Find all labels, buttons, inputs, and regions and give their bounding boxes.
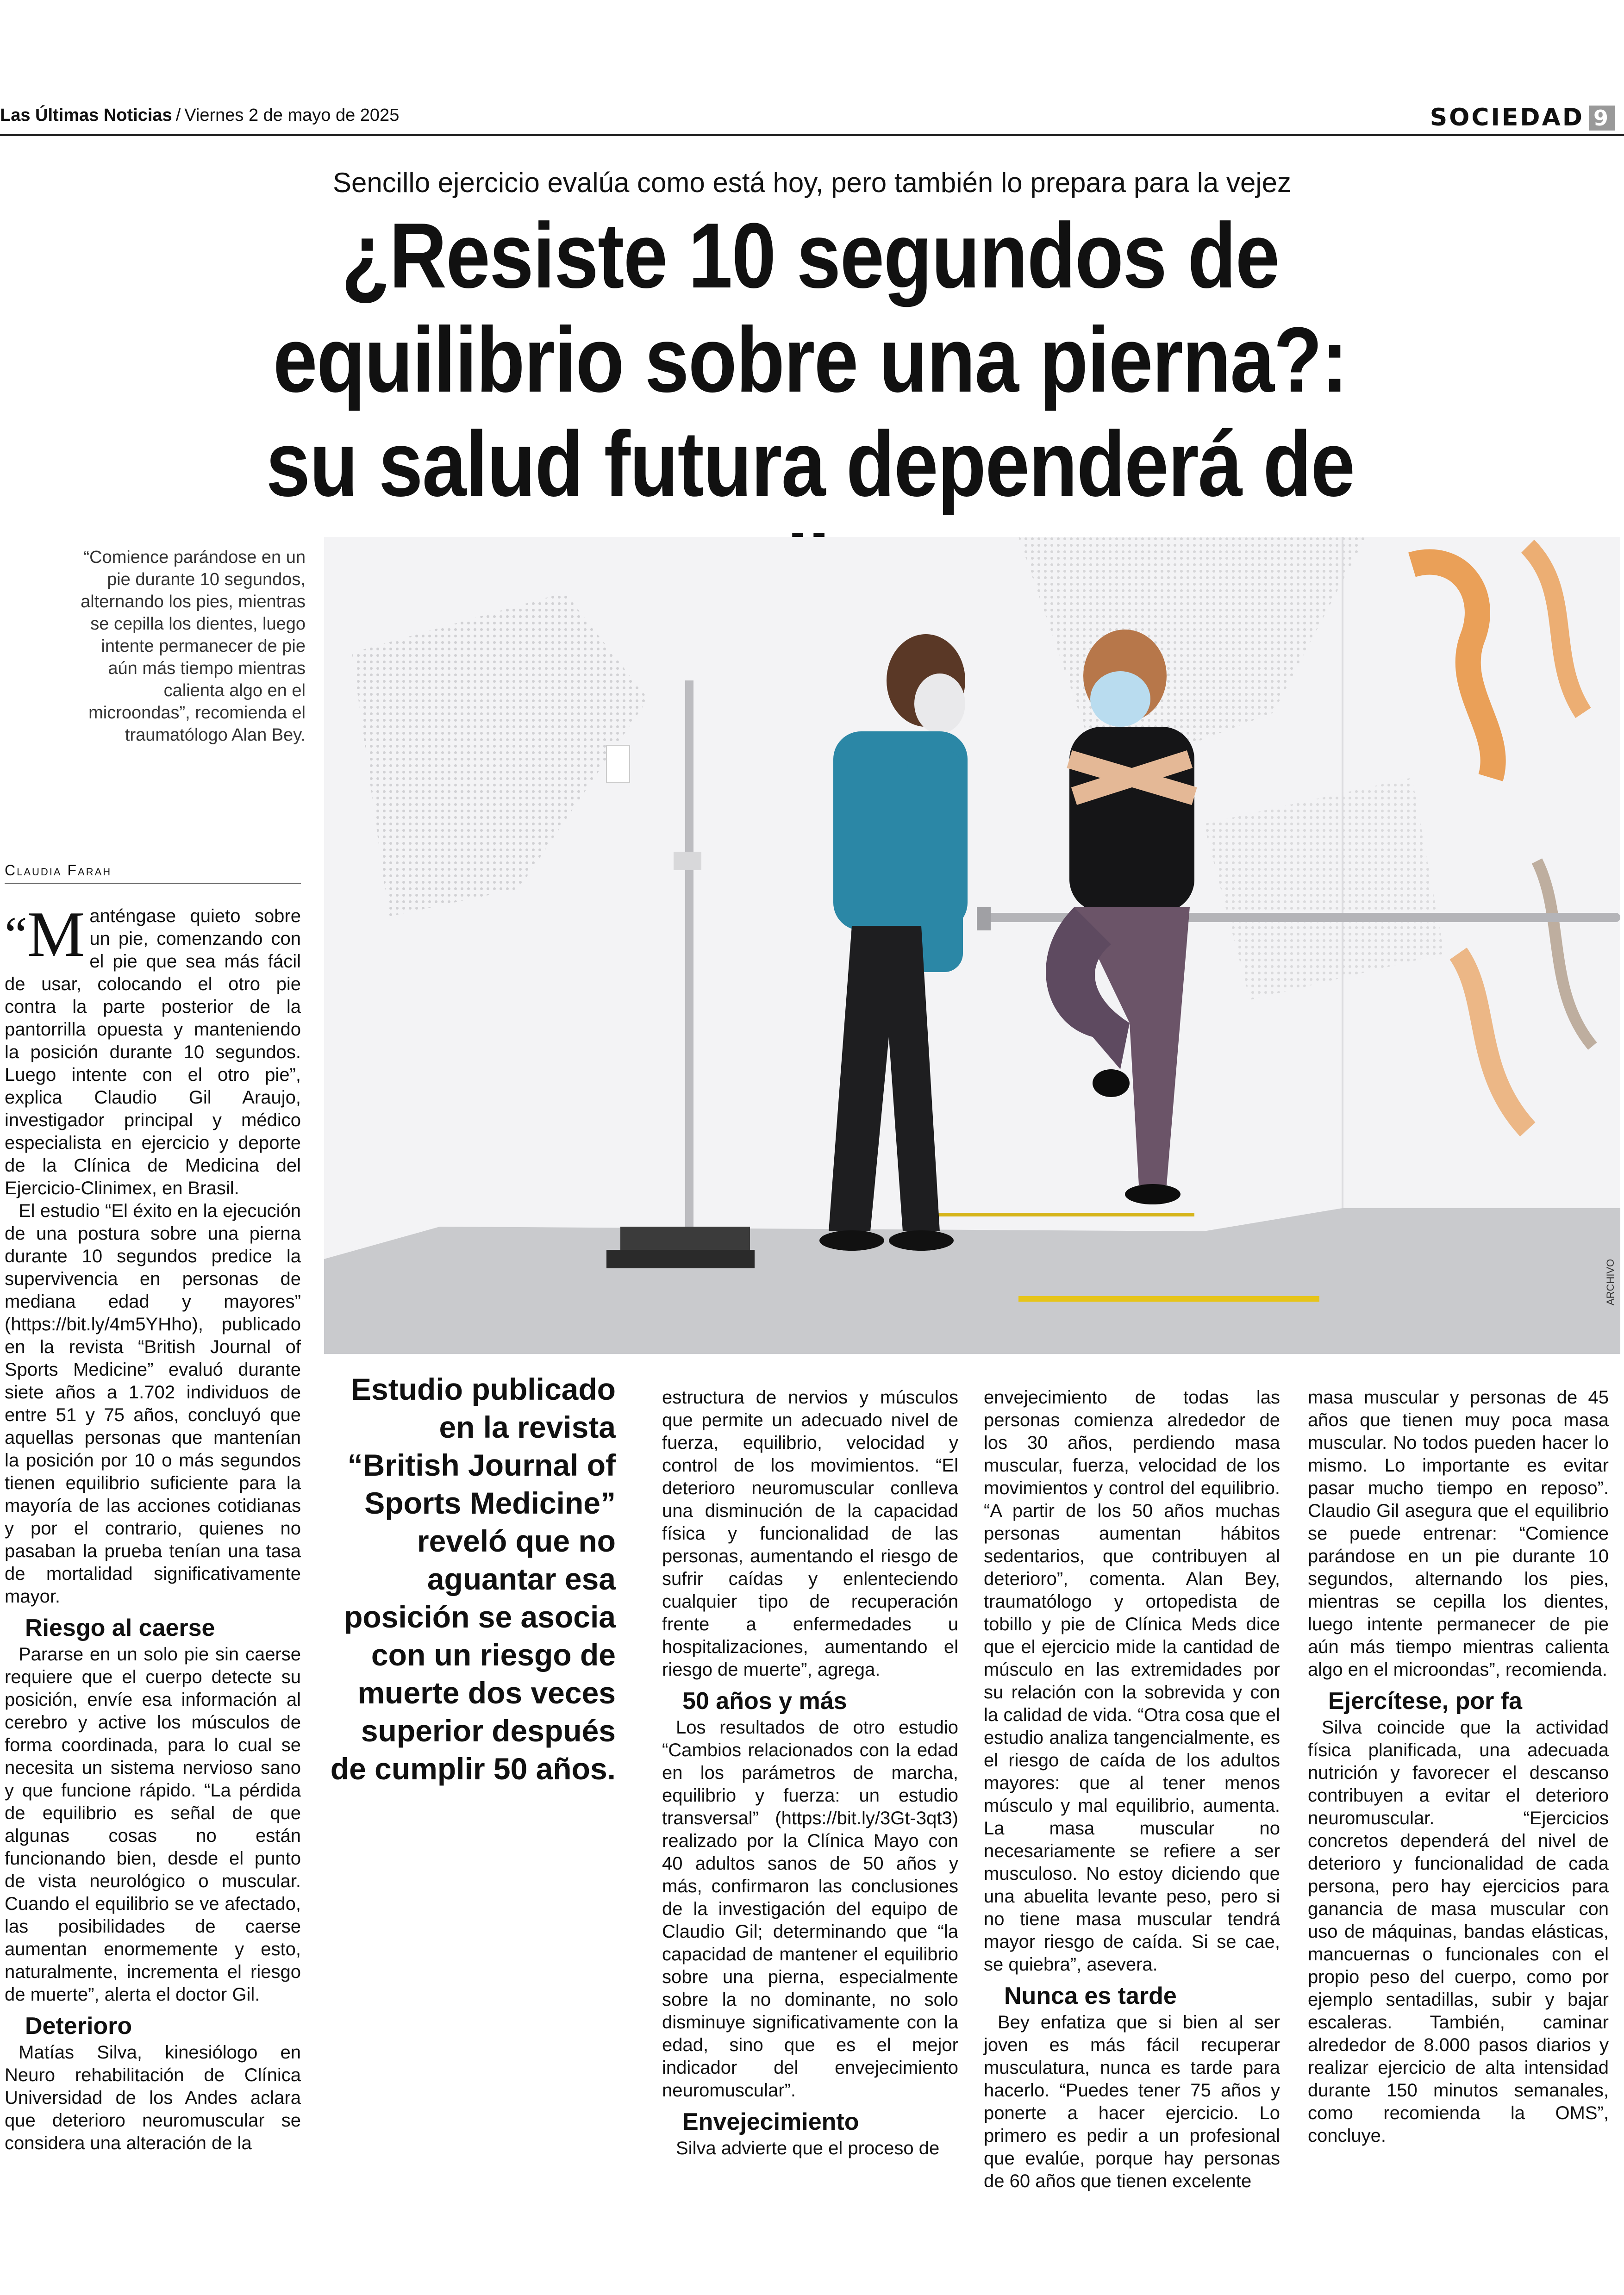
photo-caption: “Comience parándose en un pie durante 10 segundos, alternando los pies, mientras se cepilla los dientes, luego intente permanecer de pie aún más tiempo mientras calienta algo en el microondas”, recomienda el traumatólogo Alan Bey. (81, 548, 306, 745)
body-column-2 (662, 1386, 958, 2160)
pull-quote: Estudio publicado en la revista “British Journal of Sports Medicine” reveló que no aguantar esa posición se asocia con un riesgo de muerte dos veces superior después de cumplir 50 años. (330, 1372, 616, 1786)
body-paragraph: El estudio “El éxito en la ejecución de una postura sobre una pierna durante 10 segundos predice la supervivencia en personas de mediana edad y mayores” (https://bit.ly/4m5YHho), publicado en la revista “British Journal of Sports Medicine” evaluó durante siete años a 1.702 individuos de entre 51 y 75 años, concluyó que aquellas personas que mantenían la posición por 10 o más segundos tienen equilibrio suficiente para la mayoría de las acciones cotidianas y por el contrario, quienes no pasaban la prueba tenían una tasa de mortalidad significativamente mayor. (5, 1201, 301, 1607)
section-name: SOCIEDAD (1430, 104, 1584, 131)
masthead (0, 106, 399, 125)
body-paragraph: Bey enfatiza que si bien al ser joven es más fácil recuperar musculatura, nunca es tarde para hacerlo. “Puedes tener 75 años y ponerte a hacer ejercicio. Lo primero es pedir a un profesional que evalúe, porque hay personas de 60 años que tienen excelente (984, 2012, 1280, 2191)
masthead-separator: / (175, 106, 181, 125)
header-rule (0, 134, 1624, 136)
drop-cap-letter: M (27, 898, 85, 970)
byline: Claudia Farah (5, 862, 301, 884)
headline: ¿Resiste 10 segundos de equilibrio sobre una pierna?: su salud futura dependerá de (266, 204, 1355, 516)
body-column-1 (5, 898, 301, 2155)
opening-quote-mark: “ (5, 906, 27, 963)
body-paragraph: Matías Silva, kinesiólogo en Neuro rehabilitación de Clínica Universidad de los Andes aclara que deterioro neuromuscular se considera una alteración de la (5, 2042, 301, 2153)
body-paragraph: Silva coincide que la actividad física planificada, una adecuada nutrición y favorecer el descanso contribuyen a evitar el deterioro neuromuscular. “Ejercicios concretos dependerá del nivel de deterioro y funcionalidad de cada persona, pero hay ejercicios para ganancia de masa muscular con uso de máquinas, bandas elásticas, mancuernas o funcionales con el propio peso del cuerpo, como por ejemplo sentadillas, subir y bajar escaleras. También, caminar alrededor de 8.000 pasos diarios y realizar ejercicio de alta intensidad durante 150 minutos semanales, como recomienda la OMS”, concluye. (1308, 1717, 1609, 2146)
newspaper-name: Las Últimas Noticias (0, 106, 172, 125)
lead-text: anténgase quieto sobre un pie, comenzando con el pie que sea más fácil de usar, colocando el otro pie contra la parte posterior de la pantorrilla opuesta y manteniendo la posición durante 10 segundos. Luego intente con el otro pie”, explica Claudio Gil Araujo, investigador principal y médico especialista en ejercicio y deporte de la Clínica de Medicina del Ejercicio-Clinimex, en Brasil. (5, 906, 301, 1198)
drop-cap (5, 898, 85, 970)
photo-credit: ARCHIVO (1605, 1259, 1616, 1305)
issue-date: Viernes 2 de mayo de 2025 (184, 106, 400, 125)
subhead-50-anos: 50 años y más (682, 1688, 847, 1715)
subhead-riesgo: Riesgo al caerse (25, 1615, 215, 1641)
subhead-envejecimiento: Envejecimiento (682, 2108, 859, 2135)
subhead-ejercitese: Ejercítese, por fa (1328, 1688, 1523, 1715)
body-paragraph: estructura de nervios y músculos que permite un adecuado nivel de fuerza, equilibrio, velocidad y control de los movimientos. “El deterioro neuromuscular conlleva una disminución de la capacidad física y funcionalidad de las personas, aumentando el riesgo de sufrir caídas y enlenteciendo cualquier tipo de recuperación frente a enfermedades u hospitalizaciones, aumentando el riesgo de muerte”, agrega. (662, 1387, 958, 1680)
body-paragraph: Silva advierte que el proceso de (676, 2138, 940, 2158)
page-number: 9 (1589, 106, 1615, 131)
subhead-deterioro: Deterioro (25, 2013, 132, 2039)
body-paragraph: Pararse en un solo pie sin caerse requiere que el cuerpo detecte su posición, envíe esa información al cerebro y active los músculos de forma coordinada, para lo cual se necesita un sistema nervioso sano y que funcione rápido. “La pérdida de equilibrio es señal de que algunas cosas no están funcionando bien, desde el punto de vista neurológico o muscular. Cuando el equilibrio se ve afectado, las posibilidades de caerse aumentan enormemente y esto, naturalmente, incrementa el riesgo de muerte”, alerta el doctor Gil. (5, 1644, 301, 2005)
subhead-nunca-es-tarde: Nunca es tarde (1004, 1983, 1177, 2009)
body-paragraph: masa muscular y personas de 45 años que tienen muy poca masa muscular. No todos pueden hacer lo mismo. Lo importante es evitar pasar mucho tiempo en reposo”. Claudio Gil asegura que el equilibrio se puede entrenar: “Comience parándose en un pie durante 10 segundos, alternando los pies, mientras se cepilla los dientes, luego intente permanecer de pie aún más tiempo mientras calienta algo en el microondas”, recomienda. (1308, 1387, 1609, 1680)
lead-paragraph (5, 898, 301, 1200)
body-column-4 (1308, 1386, 1609, 2147)
section-label (1430, 104, 1615, 131)
kicker: Sencillo ejercicio evalúa como está hoy, pero también lo prepara para la vejez (332, 167, 1292, 198)
body-column-3 (984, 1386, 1280, 2193)
body-paragraph: envejecimiento de todas las personas comienza alrededor de los 30 años, perdiendo masa muscular, fuerza, velocidad de los movimientos y control del equilibrio. “A partir de los 50 años muchas personas aumentan hábitos sedentarios, que contribuyen al deterioro”, comenta. Alan Bey, traumatólogo y ortopedista de tobillo y pie de Clínica Meds dice que el ejercicio mide la cantidad de músculo en las extremidades por su relación con la sobrevida y con la calidad de vida. “Otra cosa que el estudio analiza tangencialmente, es el riesgo de caída de los adultos mayores: que al tener menos músculo y mal equilibrio, aumenta. La masa muscular no necesariamente se refiere a ser musculoso. No estoy diciendo que una abuelita levante peso, pero si no tiene masa muscular tendrá mayor riesgo de caída. Si se cae, se quiebra”, asevera. (984, 1387, 1280, 1975)
article-photo (324, 537, 1620, 1354)
body-paragraph: Los resultados de otro estudio “Cambios relacionados con la edad en los parámetros de marcha, equilibrio y fuerza: un estudio transversal” (https://bit.ly/3Gt-3qt3) realizado por la Clínica Mayo con 40 adultos sanos de 50 años y más, confirmaron las conclusiones de la investigación del equipo de Claudio Gil; determinando que “la capacidad de mantener el equilibrio sobre una pierna, especialmente sobre la no dominante, no solo disminuye significativamente con la edad, sino que es el mejor indicador del envejecimiento neuromuscular”. (662, 1717, 958, 2101)
